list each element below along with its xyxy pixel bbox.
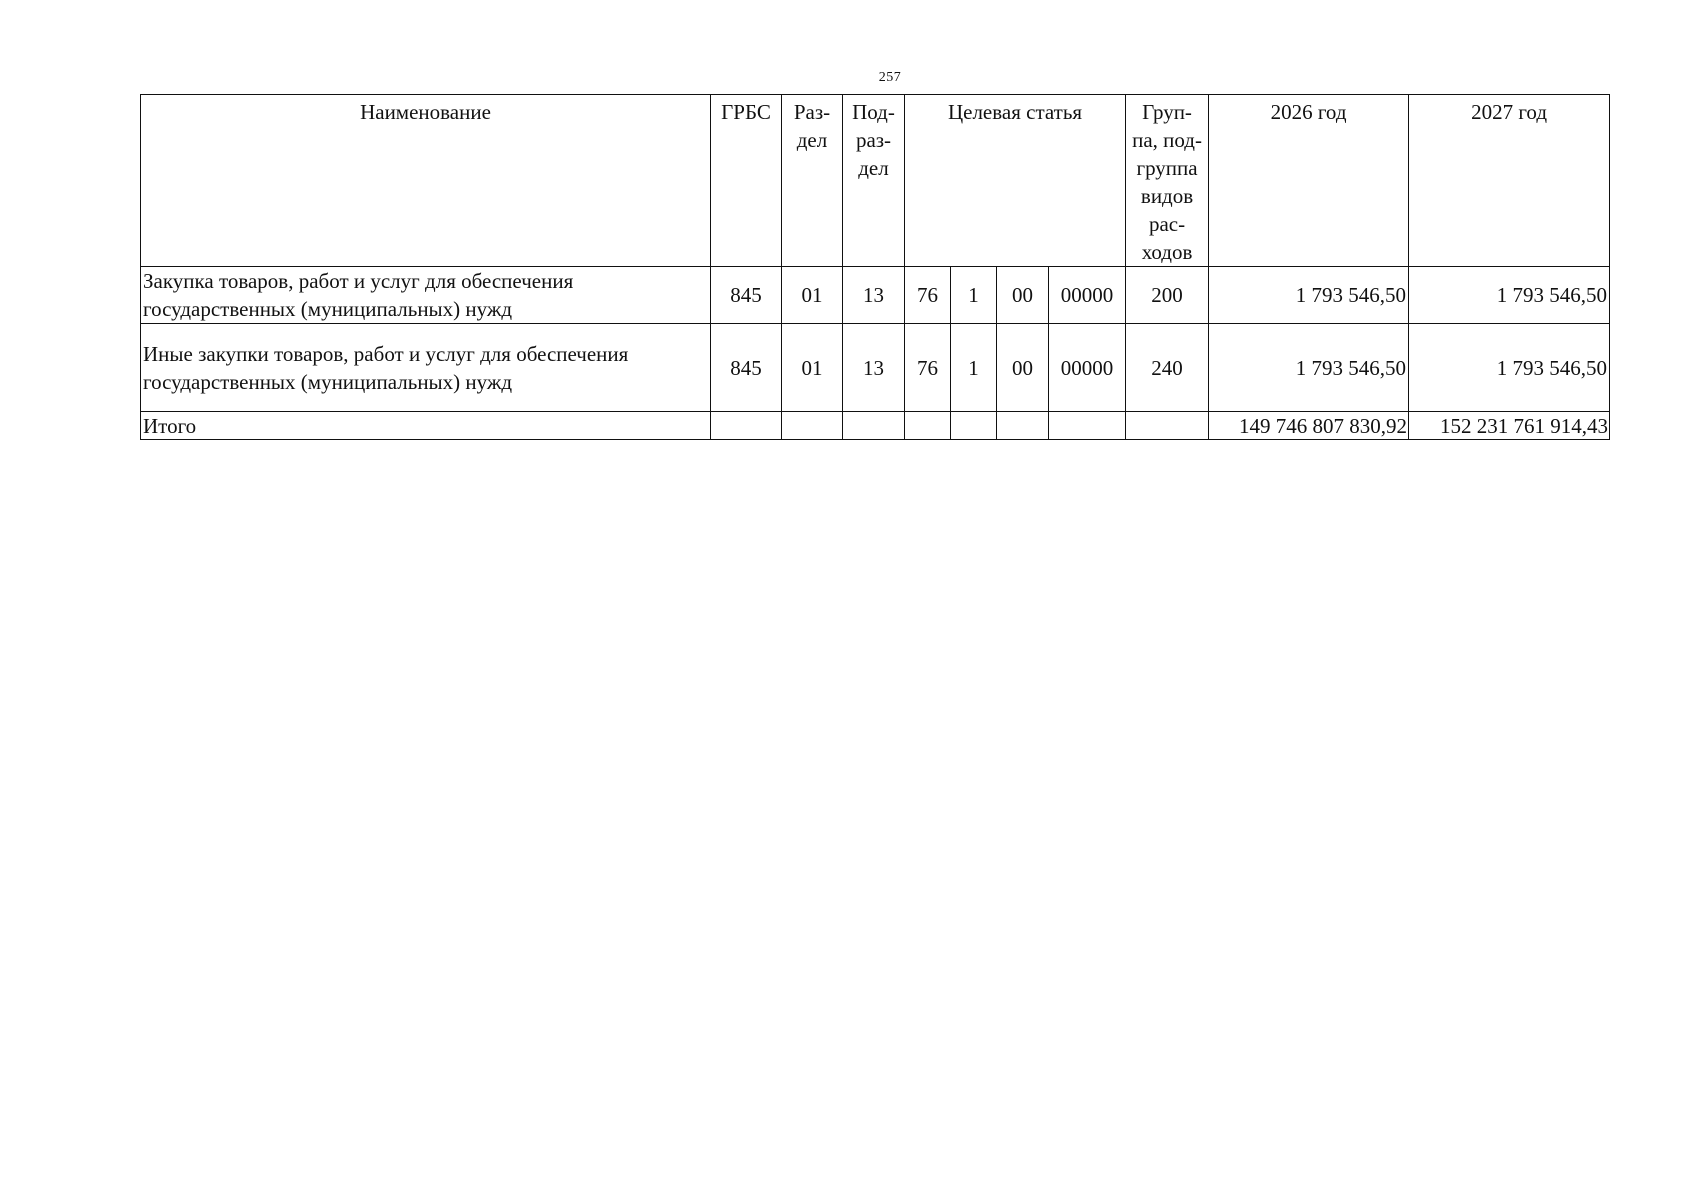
row-amount-2027: 1 793 546,50 [1409, 324, 1610, 412]
row-grbs: 845 [711, 267, 782, 324]
header-name: Наименование [141, 95, 711, 267]
row-amount-2027: 1 793 546,50 [1409, 267, 1610, 324]
total-empty-cell [1049, 412, 1126, 440]
budget-table [140, 94, 1610, 440]
total-empty-cell [1126, 412, 1209, 440]
page-number: 257 [878, 70, 902, 85]
row-amount-2026: 1 793 546,50 [1209, 324, 1409, 412]
row-amount-2026: 1 793 546,50 [1209, 267, 1409, 324]
row-name: Закупка товаров, работ и услуг для обеспечения государственных (муниципальных) нужд [141, 267, 711, 324]
row-target-4: 00000 [1049, 267, 1126, 324]
total-amount-2027: 152 231 761 914,43 [1409, 412, 1610, 440]
header-target-article: Целевая статья [905, 95, 1126, 267]
row-target-1: 76 [905, 267, 951, 324]
row-podrazdel: 13 [843, 267, 905, 324]
header-razdel [782, 95, 843, 267]
header-podrazdel-line: раз- [855, 128, 892, 152]
table-row [141, 267, 1610, 324]
header-group-line: рас- [1148, 212, 1186, 236]
row-target-4: 00000 [1049, 324, 1126, 412]
total-empty-cell [951, 412, 997, 440]
row-target-2: 1 [951, 267, 997, 324]
row-razdel: 01 [782, 267, 843, 324]
header-year-2026: 2026 год [1209, 95, 1409, 267]
header-group-line: па, под- [1132, 128, 1202, 152]
total-amount-2026: 149 746 807 830,92 [1209, 412, 1409, 440]
header-group-line: видов [1140, 184, 1194, 208]
total-row [141, 412, 1610, 440]
header-razdel-line: Раз- [793, 100, 831, 124]
row-name: Иные закупки товаров, работ и услуг для обеспечения государственных (муниципальных) нужд [141, 324, 711, 412]
header-group-line: ходов [1141, 240, 1193, 264]
total-empty-cell [997, 412, 1049, 440]
header-group-line: Груп- [1142, 100, 1192, 124]
header-group [1126, 95, 1209, 267]
header-podrazdel-line: Под- [852, 100, 895, 124]
header-group-line: группа [1136, 156, 1198, 180]
total-empty-cell [711, 412, 782, 440]
row-group: 200 [1126, 267, 1209, 324]
row-target-3: 00 [997, 267, 1049, 324]
header-podrazdel-line: дел [858, 156, 889, 180]
header-podrazdel [843, 95, 905, 267]
row-target-1: 76 [905, 324, 951, 412]
header-grbs: ГРБС [711, 95, 782, 267]
row-target-2: 1 [951, 324, 997, 412]
row-target-3: 00 [997, 324, 1049, 412]
row-group: 240 [1126, 324, 1209, 412]
total-empty-cell [782, 412, 843, 440]
total-empty-cell [905, 412, 951, 440]
table-row [141, 324, 1610, 412]
header-razdel-line: дел [796, 128, 828, 152]
row-grbs: 845 [711, 324, 782, 412]
total-empty-cell [843, 412, 905, 440]
header-row [141, 95, 1610, 267]
header-year-2027: 2027 год [1409, 95, 1610, 267]
row-razdel: 01 [782, 324, 843, 412]
total-label: Итого [141, 412, 711, 440]
row-podrazdel: 13 [843, 324, 905, 412]
